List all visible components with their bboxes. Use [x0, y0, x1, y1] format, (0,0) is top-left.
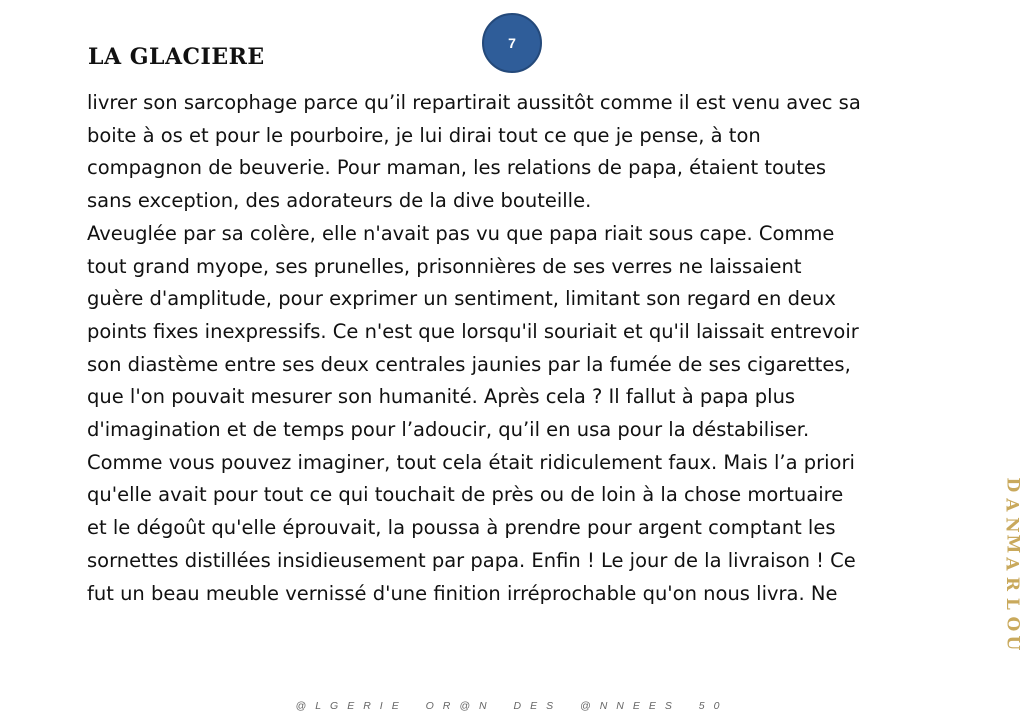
brand-letter: A: [1001, 557, 1022, 571]
body-line: tout grand myope, ses prunelles, prisonnières de ses verres ne laissaient: [87, 254, 802, 278]
brand-letter: N: [1001, 516, 1022, 533]
body-line: Comme vous pouvez imaginer, tout cela était ridiculement faux. Mais l’a priori: [87, 450, 855, 474]
body-line: et le dégoût qu'elle éprouvait, la poussa à prendre pour argent comptant les: [87, 516, 836, 540]
body-line: guère d'amplitude, pour exprimer un sentiment, limitant son regard en deux: [87, 287, 836, 311]
brand-letter: M: [1001, 534, 1022, 554]
body-line: que l'on pouvait mesurer son humanité. Après cela ? Il fallut à papa plus: [87, 385, 796, 409]
body-line: sans exception, des adorateurs de la dive bouteille.: [87, 189, 592, 213]
chapter-title: LA GLACIERE: [88, 44, 265, 70]
brand-letter: L: [1001, 597, 1022, 610]
body-line: fut un beau meuble vernissé d'une finition irréprochable qu'on nous livra. Ne: [87, 581, 838, 605]
body-text: [87, 87, 957, 610]
body-line: compagnon de beuverie. Pour maman, les relations de papa, étaient toutes: [87, 156, 827, 180]
brand-letter: U: [1001, 635, 1022, 651]
body-line: Aveuglée par sa colère, elle n'avait pas vu que papa riait sous cape. Comme: [87, 221, 835, 245]
page-number-badge: [482, 13, 542, 73]
body-line: son diastème entre ses deux centrales jaunies par la fumée de ses cigarettes,: [87, 352, 851, 376]
brand-letter: O: [1001, 616, 1022, 631]
body-line: boite à os et pour le pourboire, je lui dirai tout ce que je pense, à ton: [87, 123, 761, 147]
brand-letter: A: [1001, 498, 1022, 512]
body-line: sornettes distillées insidieusement par papa. Enfin ! Le jour de la livraison ! Ce: [87, 548, 856, 572]
body-line: d'imagination et de temps pour l’adoucir, qu’il en usa pour la déstabiliser.: [87, 418, 810, 442]
author-brand-vertical: [1000, 475, 1022, 653]
brand-letter: D: [1001, 477, 1022, 493]
page-footer: @LGERIE OR@N DES @NNEES 50: [295, 700, 729, 712]
brand-letter: R: [1001, 576, 1022, 591]
body-line: qu'elle avait pour tout ce qui touchait de près ou de loin à la chose mortuaire: [87, 483, 844, 507]
body-line: points fixes inexpressifs. Ce n'est que lorsqu'il souriait et qu'il laissait entrevoir: [87, 319, 859, 343]
body-line: livrer son sarcophage parce qu’il repartirait aussitôt comme il est venu avec sa: [87, 91, 861, 114]
page-number: 7: [508, 35, 516, 51]
